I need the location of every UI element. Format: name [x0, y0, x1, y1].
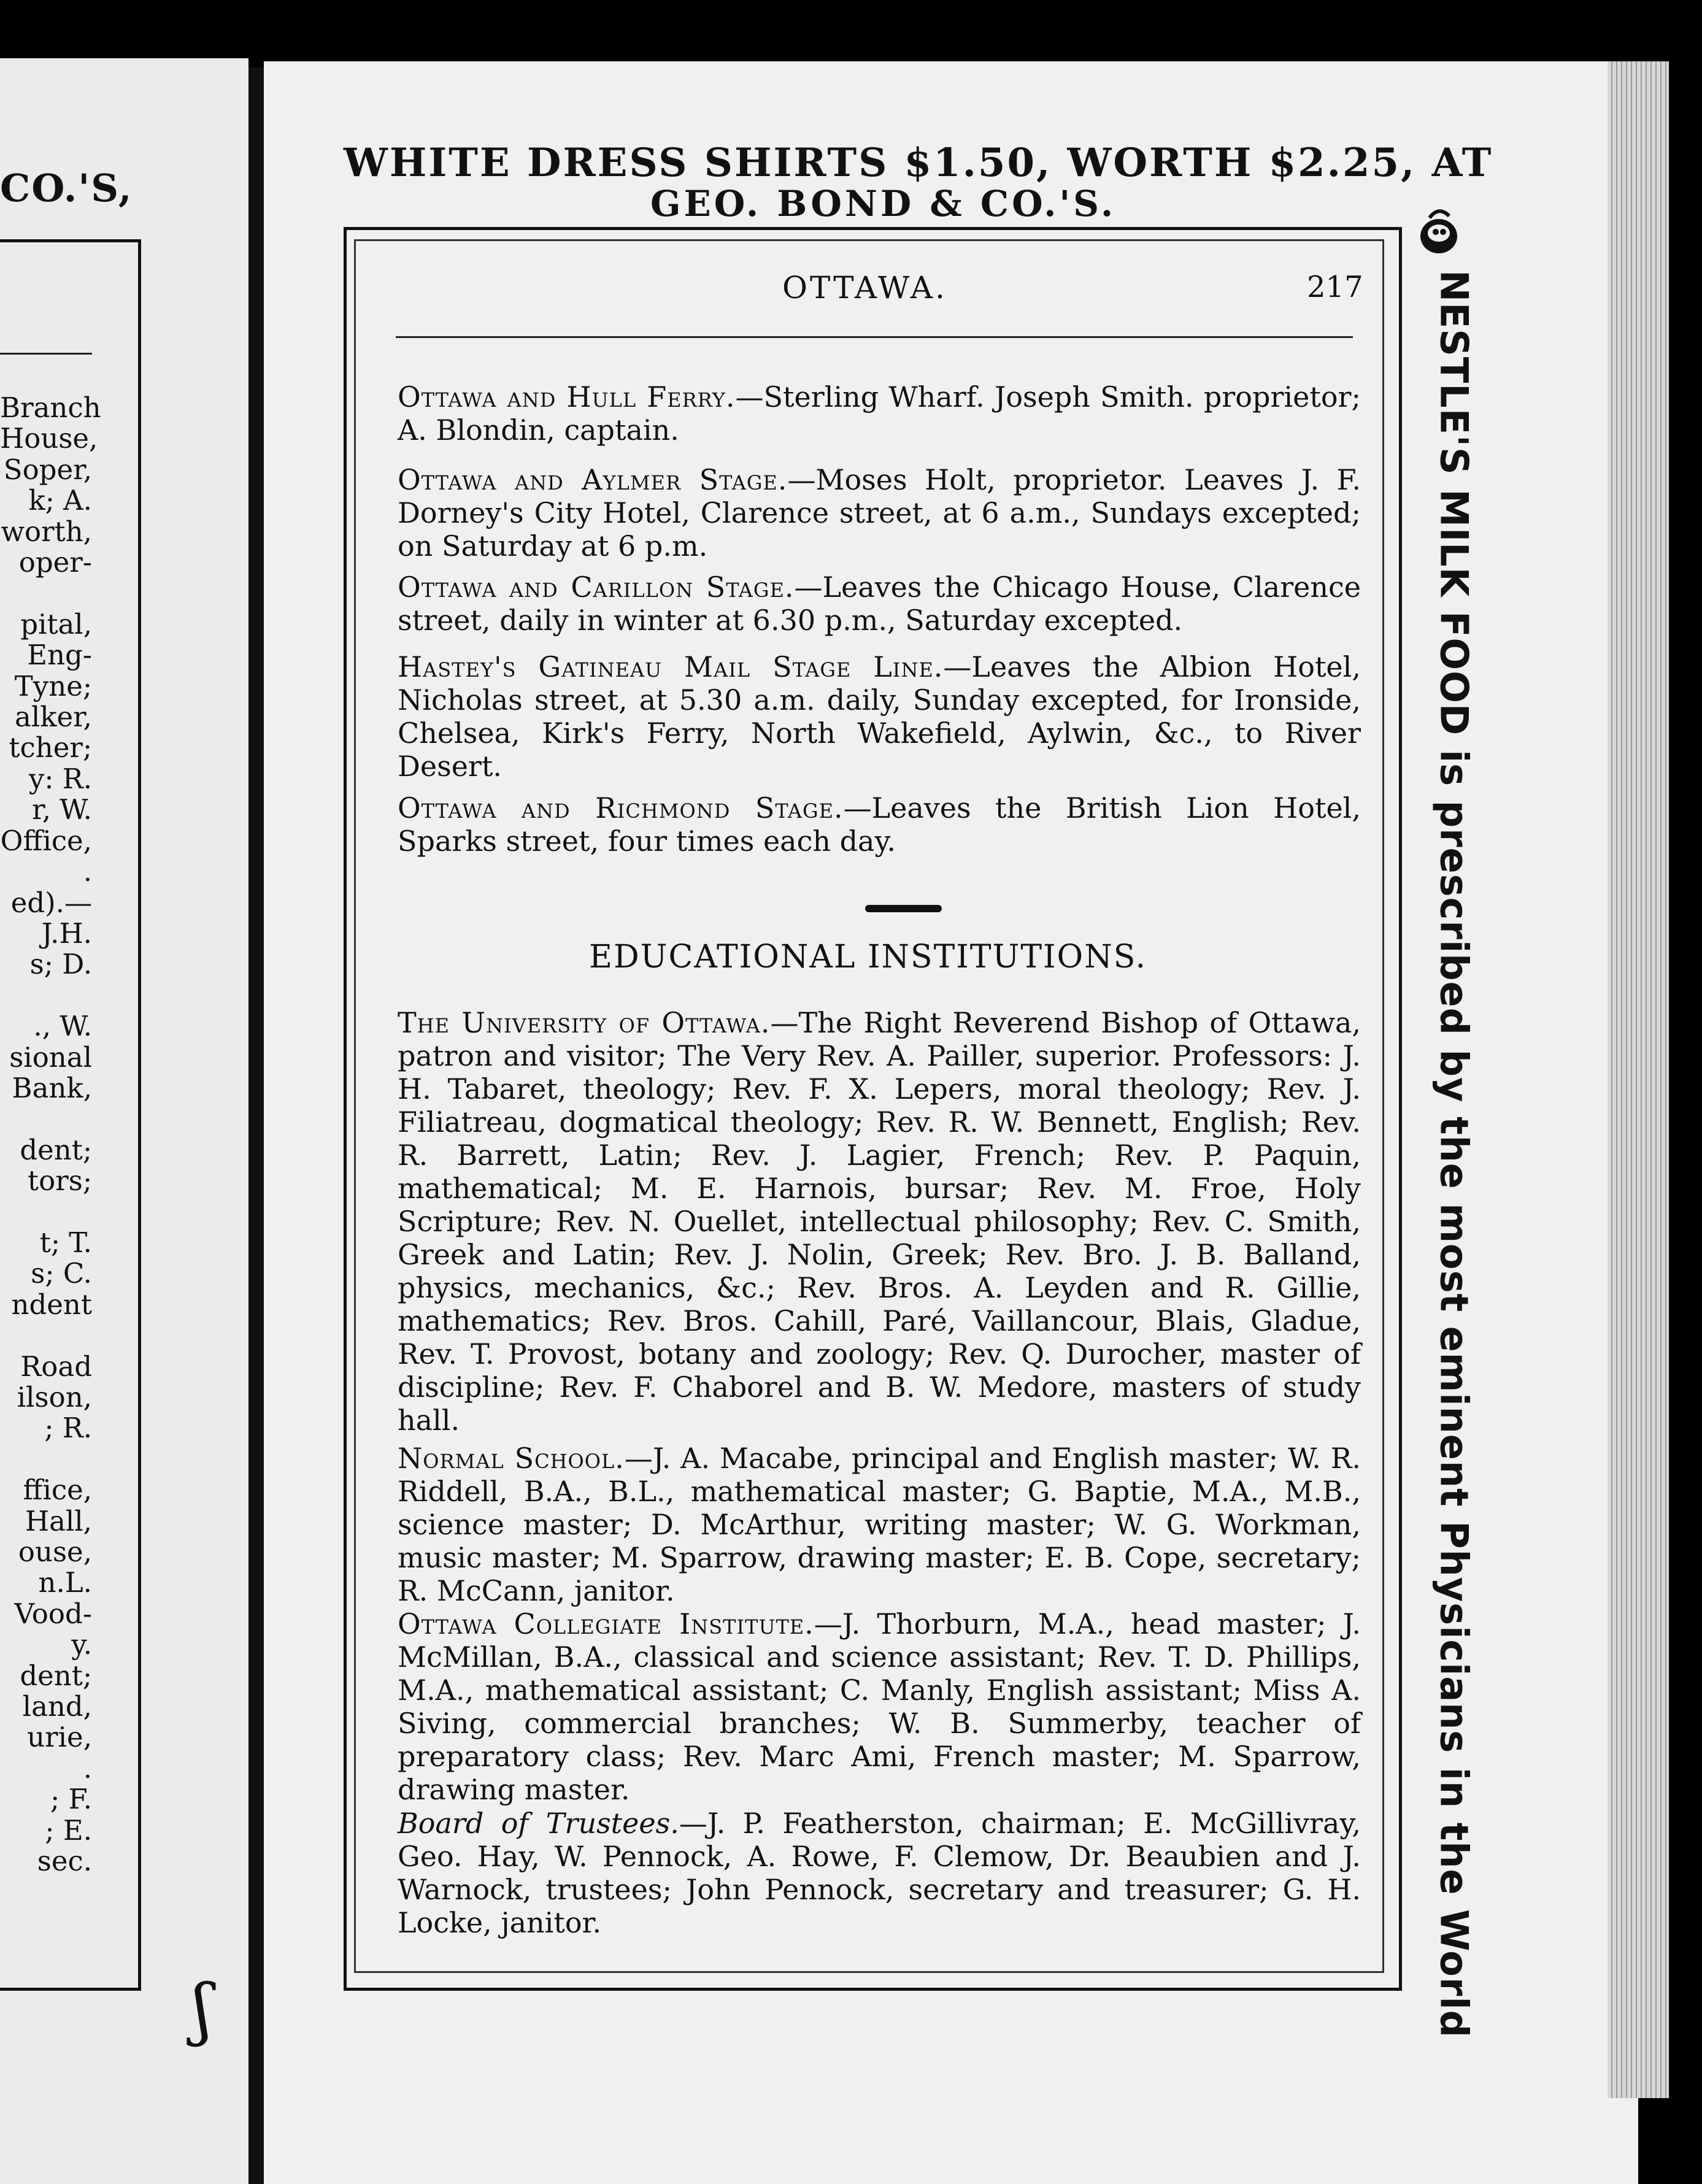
left-page-line: y.	[71, 1628, 92, 1661]
left-page-line: ilson,	[17, 1381, 92, 1413]
book-gutter	[248, 67, 264, 2184]
left-page-line: tcher;	[9, 731, 92, 764]
left-page-line: ndent	[11, 1288, 92, 1321]
entry-lead: Ottawa Collegiate Institute.	[398, 1607, 814, 1640]
entry-body: —The Right Reverend Bishop of Ottawa, patron and visitor; The Very Rev. A. Pailler, superior. Professors: J. H. Tabaret, theology; Rev. F. X. Lepers, moral theology; Rev. J. Filiatreau, dogmatical theology; Rev. R. W. Bennett, English; Rev. R. Barrett, Latin; Rev. J. Lagier, French; Rev. P. Paquin, mathematical; M. E. Harnois, bursar; Rev. M. Froe, Holy Scripture; Rev. N. Ouellet, intellectual philosophy; Rev. C. Smith, Greek and Latin; Rev. J. Nolin, Greek; Rev. Bro. J. B. Balland, physics, mechanics, &c.; Rev. Bros. A. Leyden and R. Gillie, mathematics; Rev. Bros. Cahill, Paré, Vaillancour, Blais, Gladue, Rev. T. Provost, botany and zoology; Rev. Q. Durocher, master of discipline; Rev. F. Chaborel and B. W. Medore, masters of study hall.	[398, 1006, 1361, 1437]
advert-top-line-1: WHITE DRESS SHIRTS $1.50, WORTH $2.25, AT	[344, 140, 1493, 186]
left-page-line: tors;	[28, 1164, 92, 1198]
left-page-line: ouse,	[18, 1536, 92, 1569]
entry-aylmer-stage	[398, 463, 1361, 563]
entry-ferry	[398, 380, 1361, 447]
left-page-line	[0, 1104, 92, 1134]
entry-lead: Ottawa and Aylmer Stage.	[398, 463, 788, 496]
left-page-line: urie,	[27, 1721, 92, 1754]
left-page-line: ed).—	[10, 886, 92, 919]
left-page-line: Eng-	[27, 639, 92, 672]
left-page-line	[0, 578, 92, 609]
left-page-line: r, W.	[32, 793, 92, 826]
left-page-line: t; T.	[39, 1226, 92, 1259]
left-page-line: y: R.	[28, 762, 92, 795]
left-page-line: Tyne;	[14, 669, 92, 702]
entry-body: —J. Thorburn, M.A., head master; J. McMillan, B.A., classical and science assistant; Rev. T. D. Phillips, M.A., mathematical assistant; C. Manly, English assistant; Miss A. Siving, commercial branches; W. B. Summerby, teacher of preparatory class; Rev. Marc Ami, French master; M. Sparrow, drawing master.	[398, 1607, 1361, 1806]
entry-lead: The University of Ottawa.	[398, 1006, 771, 1039]
header-rule	[396, 336, 1353, 338]
left-page-line: s; D.	[29, 948, 92, 981]
left-page-line: ; F.	[50, 1783, 92, 1816]
left-page-line: pital,	[20, 607, 92, 640]
left-page-line: Vood-	[14, 1597, 92, 1630]
left-page-line: k; A.	[28, 484, 92, 517]
section-heading: EDUCATIONAL INSTITUTIONS.	[589, 939, 1147, 975]
page-number: 217	[1307, 270, 1363, 304]
left-page-line: n.L.	[38, 1566, 92, 1599]
entry-body: —Leaves the Albion Hotel, Nicholas street, at 5.30 a.m. daily, Sunday excepted, for Ironside, Chelsea, Kirk's Ferry, North Wakefield, Aylwin, &c., to River Desert.	[398, 650, 1361, 783]
left-page-line: sec.	[37, 1845, 92, 1878]
left-page-line: worth,	[1, 515, 92, 548]
entry-body: —Moses Holt, proprietor. Leaves J. F. Dorney's City Hotel, Clarence street, at 6 a.m., Sundays excepted; on Saturday at 6 p.m.	[398, 463, 1361, 563]
left-page-bottom-mark: ʃ	[193, 1969, 212, 2048]
left-page-line: Hall,	[25, 1504, 92, 1537]
left-page-line: dent;	[20, 1659, 92, 1692]
left-page-line: ., W.	[33, 1010, 92, 1043]
entry-carillon-stage	[398, 571, 1361, 637]
left-page-line: .	[83, 855, 92, 888]
entry-lead: Ottawa and Carillon Stage.	[398, 571, 795, 604]
entry-body: —Sterling Wharf. Joseph Smith. proprietor; A. Blondin, captain.	[398, 380, 1361, 447]
entry-richmond-stage	[398, 791, 1361, 858]
left-page-line: sional	[9, 1040, 92, 1074]
left-page-header-fragment: CO.'S,	[0, 166, 133, 210]
entry-body: —Leaves the Chicago House, Clarence street, daily in winter at 6.30 p.m., Saturday excepted.	[398, 571, 1361, 637]
left-page-line: dent;	[20, 1133, 92, 1166]
left-page-line: oper-	[18, 546, 92, 579]
left-page-line	[0, 1320, 92, 1351]
entry-body: —Leaves the British Lion Hotel, Sparks street, four times each day.	[398, 791, 1361, 858]
left-page-line: ; R.	[44, 1412, 92, 1445]
left-page-line: Branch	[0, 391, 101, 424]
left-page-line: House,	[0, 422, 98, 455]
left-page-line: land,	[22, 1690, 92, 1723]
left-page-text-fragments	[0, 391, 101, 1878]
left-page-line	[0, 1197, 92, 1228]
left-page-line	[0, 980, 92, 1011]
entry-body: —J. P. Featherston, chairman; E. McGillivray, Geo. Hay, W. Pennock, A. Rowe, F. Clemow, Dr. Beaubien and J. Warnock, trustees; John Pennock, secretary and treasurer; G. H. Locke, janitor.	[398, 1807, 1361, 1939]
entry-lead: Ottawa and Hull Ferry.	[398, 380, 736, 413]
left-page-line: Bank,	[12, 1071, 92, 1104]
entry-lead: Hastey's Gatineau Mail Stage Line.	[398, 650, 944, 683]
left-page-line: s; C.	[31, 1257, 92, 1290]
entry-lead: Ottawa and Richmond Stage.	[398, 791, 844, 825]
entry-body: —J. A. Macabe, principal and English master; W. R. Riddell, B.A., B.L., mathematical master; G. Baptie, M.A., M.B., science master; D. McArthur, writing master; W. G. Workman, music master; M. Sparrow, drawing master; E. B. Cope, secretary; R. McCann, janitor.	[398, 1442, 1361, 1607]
entry-normal-school	[398, 1442, 1361, 1607]
left-page-line	[0, 1444, 92, 1475]
side-advert-text: NESTLE'S MILK FOOD is prescribed by the most eminent Physicians in the World	[1431, 270, 1477, 2039]
running-head: OTTAWA.	[782, 270, 947, 306]
side-advert	[1414, 202, 1494, 2039]
entry-board-of-trustees	[398, 1807, 1361, 1939]
left-page-rule	[0, 353, 92, 355]
left-page-line: J.H.	[41, 917, 92, 950]
left-page-line: ffice,	[23, 1474, 92, 1507]
entry-lead: Board of Trustees.	[398, 1807, 679, 1840]
section-divider	[865, 905, 942, 912]
entry-lead: Normal School.	[398, 1442, 625, 1475]
advert-top-line-2: GEO. BOND & CO.'S.	[650, 183, 1117, 225]
page-edges	[1608, 61, 1669, 2098]
left-page-line: Soper,	[3, 453, 92, 486]
entry-university-of-ottawa	[398, 1006, 1361, 1437]
left-page-line: .	[83, 1751, 92, 1785]
left-page-line: ; E.	[45, 1813, 92, 1847]
entry-gatineau-mail-stage	[398, 650, 1361, 783]
left-page-line: Road	[20, 1350, 92, 1383]
entry-collegiate-institute	[398, 1607, 1361, 1806]
left-page-line: alker,	[15, 701, 92, 734]
left-page-line: Office,	[0, 824, 92, 857]
